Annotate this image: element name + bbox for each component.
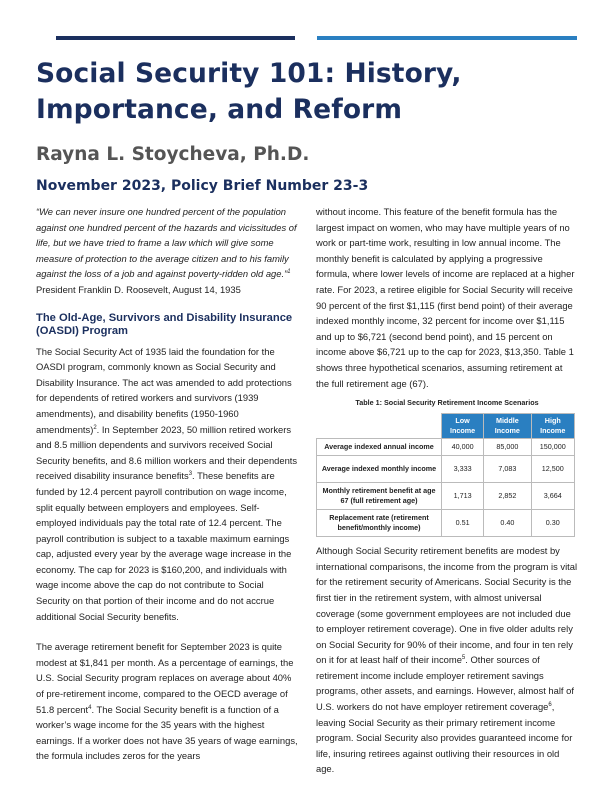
table-cell: 40,000 [442,439,484,456]
table-cell: 12,500 [531,456,575,483]
table-cell: 150,000 [531,439,575,456]
opening-quote [36,204,298,298]
table-cell: 0.51 [442,510,484,537]
table-cell: 3,333 [442,456,484,483]
table-row [317,483,575,510]
right-column [316,204,578,777]
body-paragraph [36,344,298,625]
footnote-ref: 3 [188,471,193,478]
row-label: Monthly retirement benefit at age 67 (full retirement age) [317,483,442,510]
dateline: November 2023, Policy Brief Number 23-3 [36,178,369,194]
body-paragraph [36,639,298,764]
table-row [317,510,575,537]
paragraph-text: Although Social Security retirement benefits are modest by international comparisons, the income from the program is vital for the retirement security of Americans. Social Security is the first tier in the retirement system, with almost universal coverage (some government employees are not included due to employer retirement coverage). One in five older adults rely on Social Security for 90% of their income, and four in ten rely on it for at least half of their income [316,545,578,666]
column-header: Low Income [442,414,484,439]
quote-attribution: President Franklin D. Roosevelt, August 14, 1935 [36,283,241,295]
header-rule-blue [317,36,577,40]
body-paragraph: without income. This feature of the benefit formula has the largest impact on women, who may have multiple years of no work or part-time work, resulting in low annual income. The monthly benefit is calculated by applying a progressive formula, where lower levels of income are replaced at a higher rate. For 2023, a retiree eligible for Social Security will receive 90 percent of the first $1,115 (first bend point) of their average indexed monthly income, 32 percent for income over $1,115 and up to $6,721 (second bend point), and 15 percent on income above $6,721 up to the cap for 2023, $13,350. Table 1 shows three hypothetical scenarios, assuming retirement at the full retirement age (67). [316,206,575,389]
row-label: Replacement rate (retirement benefit/monthly income) [317,510,442,537]
table-header-row [317,414,575,439]
body-paragraph [316,543,578,777]
table-cell: 1,713 [442,483,484,510]
paragraph-text: . Other sources of retirement income include employer retirement savings programs, other assets, and earnings. However, almost half of U.S. workers do not have employer retirement coverage [316,654,574,713]
title-line-2: Importance, and Reform [36,94,403,125]
section-heading: The Old-Age, Survivors and Disability Insurance (OASDI) Program [36,311,293,337]
title-line-1: Social Security 101: History, [36,58,462,89]
footnote-ref: 5 [461,655,466,662]
retirement-scenarios-table [316,413,575,537]
table-row [317,456,575,483]
quote-text: “We can never insure one hundred percent of the population against one hundred percent of the hazards and vicissitudes of life, but we have tried to frame a law which will give some measure of protection to the average citizen and to his family against the loss of a job and against poverty-ridden old age.” [36,206,297,280]
paragraph-text: . These benefits are funded by 12.4 percent payroll contribution on wage income, split equally between employers and employees. Self-employed individuals pay the total rate of 12.4 percent. The payroll contribution is subject to a taxable maximum earnings cap, adjusted every year by the average wage increase in the economy. The cap for 2023 is $160,200, and individuals with wage income above the cap do not contribute to Social Security on that portion of their income and do not accrue additional Social Security benefits. [36,470,292,622]
paragraph-text: . In September 2023, 50 million retired workers and 8.5 million dependents and survivors received Social Security benefits, and 8.6 million workers and their dependents received disability insurance benefits [36,423,298,482]
table-caption: Table 1: Social Security Retirement Income Scenarios [355,398,539,408]
paragraph-text: . The Social Security benefit is a function of a worker’s wage income for the 35 years with the highest earnings. If a worker does not have 35 years of wage earnings, the formula includes zeros for the years [36,703,298,762]
page-title [36,56,576,128]
paragraph-text: The average retirement benefit for September 2023 is quite modest at $1,841 per month. As a percentage of earnings, the U.S. Social Security program replaces on average about 40% of pre-retirement income, compared to the OECD average of 51.8 percent [36,641,294,715]
table-cell: 7,083 [484,456,531,483]
table-corner [317,414,442,439]
row-label: Average indexed monthly income [317,456,442,483]
table-cell: 0.30 [531,510,575,537]
footnote-ref: 2 [93,424,97,431]
footnote-ref: 6 [548,701,552,708]
footnote-ref: 4 [88,704,92,711]
column-header: Middle Income [484,414,531,439]
column-header: High Income [531,414,575,439]
table-cell: 85,000 [484,439,531,456]
paragraph-text: The Social Security Act of 1935 laid the foundation for the OASDI program, commonly known as Social Security and Disability Insurance. The act was amended to add protections for dependents of retired workers and survivors (1939 amendments), and disability benefits (1950-1960 amendments) [36,345,292,435]
header-rule-dark [56,36,295,40]
paragraph-text: , leaving Social Security as their primary retirement income program. Social Security also provides guaranteed income for life, insuring retirees against outliving their resources in old age. [316,701,573,775]
table-cell: 3,664 [531,483,575,510]
left-column [36,204,298,764]
footnote-ref: 1 [287,269,291,276]
table-cell: 0.40 [484,510,531,537]
author-name: Rayna L. Stoycheva, Ph.D. [36,144,310,165]
row-label: Average indexed annual income [317,439,442,456]
table-cell: 2,852 [484,483,531,510]
table-row [317,439,575,456]
